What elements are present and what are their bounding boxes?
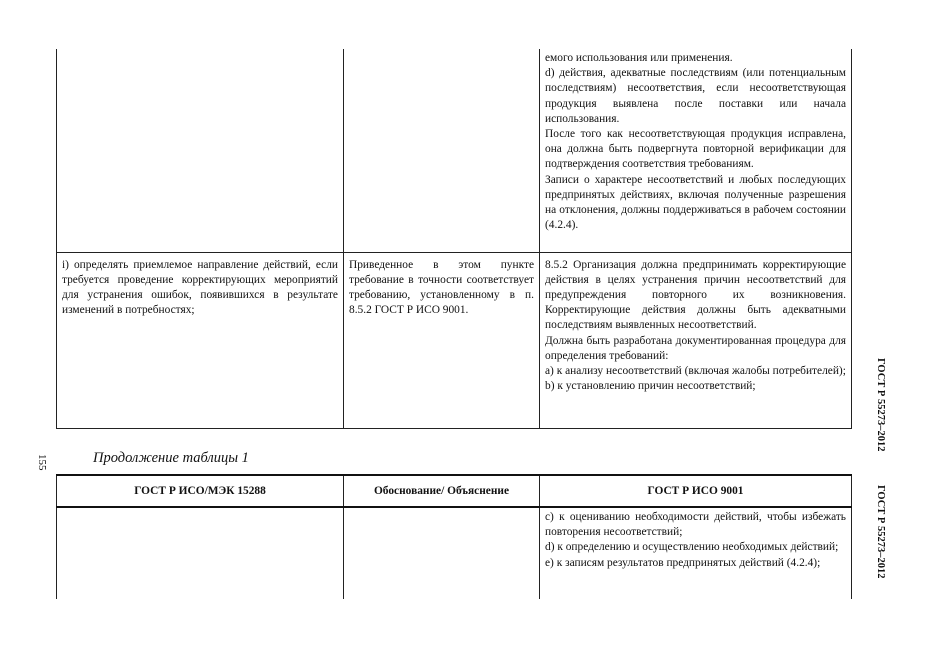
paragraph: c) к оцениванию необходимости действий, чтобы избежать повторения несоответствий; xyxy=(545,511,846,539)
paragraph: d) действия, адекватные последствиям (или потенциальным последствиям) несоответствия, если несоответствующая продукция выявлена после поставки или начала использования. xyxy=(545,67,846,125)
document-code-label: ГОСТ Р 55273–2012 xyxy=(875,358,886,452)
cell-justification xyxy=(344,49,540,252)
paragraph: Записи о характере несоответствий и любых последующих предпринятых действиях, включая полученные разрешения на отклонения, должны поддерживаться в рабочем состоянии (4.2.4). xyxy=(545,173,846,232)
column-header-justification: Обоснование/ Объяснение xyxy=(344,475,540,507)
paragraph: e) к записям результатов предпринятых действий (4.2.4); xyxy=(545,556,821,569)
column-header-gost-9001: ГОСТ Р ИСО 9001 xyxy=(540,475,852,507)
table-row xyxy=(57,252,852,428)
paragraph: Должна быть разработана документированная процедура для определения требований: xyxy=(545,334,846,362)
cell-gost-15288 xyxy=(57,507,344,599)
paragraph: a) к анализу несоответствий (включая жалобы потребителей); xyxy=(545,364,846,377)
cell-gost-9001 xyxy=(540,507,852,599)
standards-comparison-table-bottom xyxy=(56,474,852,599)
cell-justification xyxy=(344,507,540,599)
document-code-label: ГОСТ Р 55273–2012 xyxy=(875,485,886,579)
cell-justification: Приведенное в этом пункте требование в точности соответствует требованию, установленному в п. 8.5.2 ГОСТ Р ИСО 9001. xyxy=(344,252,540,428)
paragraph: d) к определению и осуществлению необходимых действий; xyxy=(545,541,839,554)
table-header-row xyxy=(57,475,852,507)
table-caption: Продолжение таблицы 1 xyxy=(93,450,249,466)
table-row xyxy=(57,507,852,599)
paragraph: 8.5.2 Организация должна предпринимать корректирующие действия в целях устранения причин несоответствий для предупреждения повторного их возникновения. Корректирующие действия должны быть адекватными последствиям выявленных несоответствий. xyxy=(545,258,846,332)
cell-gost-9001 xyxy=(540,252,852,428)
cell-gost-9001 xyxy=(540,49,852,252)
standards-comparison-table-top xyxy=(56,49,852,429)
paragraph: b) к установлению причин несоответствий; xyxy=(545,380,756,393)
column-header-gost-15288: ГОСТ Р ИСО/МЭК 15288 xyxy=(57,475,344,507)
cell-gost-15288 xyxy=(57,49,344,252)
paragraph: После того как несоответствующая продукция исправлена, она должна быть подвергнута повторной верификации для подтверждения соответствия требованиям. xyxy=(545,128,846,171)
page-number: 155 xyxy=(36,454,48,471)
table-row xyxy=(57,49,852,252)
cell-gost-15288: i) определять приемлемое направление действий, если требуется проведение корректирующих мероприятий для устранения ошибок, появившихся в результате изменений в потребностях; xyxy=(57,252,344,428)
paragraph: емого использования или применения. xyxy=(545,52,733,64)
